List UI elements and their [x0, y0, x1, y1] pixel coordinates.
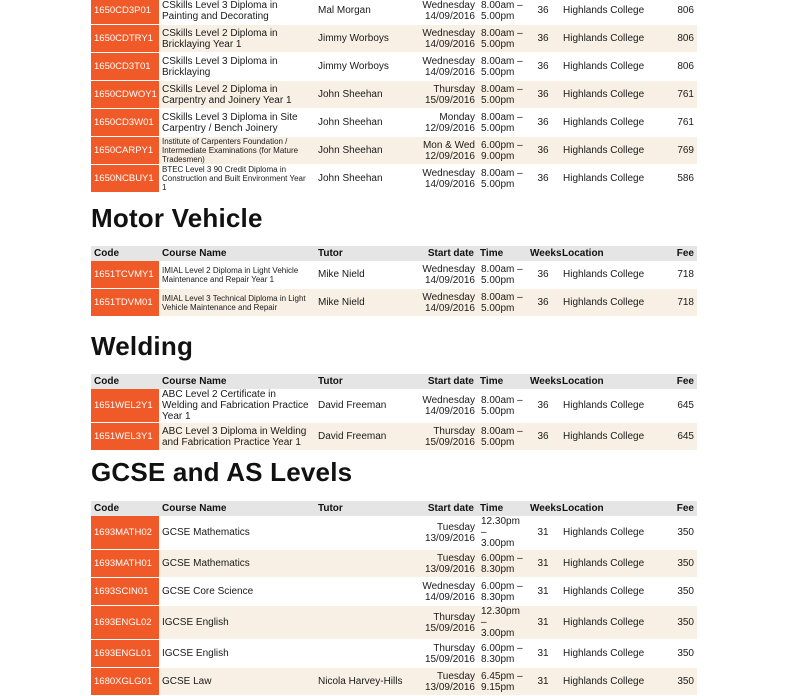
- time-start: 8.00am –: [481, 425, 523, 437]
- course-time: [477, 289, 527, 317]
- start-date: 15/09/2016: [424, 94, 475, 106]
- course-name: IMIAL Level 2 Diploma in Light Vehicle Maintenance and Repair Year 1: [159, 261, 315, 289]
- table-row: [91, 137, 697, 165]
- time-end: 5.00pm: [481, 10, 515, 22]
- course-weeks: 36: [527, 0, 559, 25]
- start-date: 14/09/2016: [424, 591, 475, 603]
- course-start-date: [419, 389, 477, 423]
- course-fee: 718: [661, 289, 697, 317]
- course-time: [477, 53, 527, 81]
- course-code: 1650CD3T01: [91, 53, 159, 81]
- course-location: Highlands College: [559, 578, 661, 606]
- table-row: [91, 0, 697, 25]
- course-tutor: [315, 516, 419, 550]
- course-time: [477, 165, 527, 193]
- start-date: 13/09/2016: [424, 563, 475, 575]
- header-weeks: Weeks: [527, 501, 559, 516]
- course-code: 1650CDTRY1: [91, 25, 159, 53]
- header-fee: Fee: [661, 246, 697, 261]
- time-start: 8.00am –: [481, 291, 523, 303]
- gcse-table-wrap: [91, 501, 697, 696]
- start-date: 14/09/2016: [424, 302, 475, 314]
- table-row: [91, 109, 697, 137]
- header-weeks: Weeks: [527, 246, 559, 261]
- course-start-date: [419, 668, 477, 696]
- course-start-date: [419, 423, 477, 451]
- header-fee: Fee: [661, 374, 697, 389]
- course-time: [477, 389, 527, 423]
- table-row: [91, 389, 697, 423]
- time-end: 8.30pm: [481, 563, 515, 575]
- course-fee: 350: [661, 668, 697, 696]
- header-course-name: Course Name: [159, 374, 315, 389]
- gcse-table: [91, 501, 697, 696]
- table-row: [91, 640, 697, 668]
- header-course-name: Course Name: [159, 501, 315, 516]
- course-start-date: [419, 516, 477, 550]
- course-tutor: David Freeman: [315, 389, 419, 423]
- course-weeks: 31: [527, 640, 559, 668]
- course-start-date: [419, 606, 477, 640]
- time-end: 5.00pm: [481, 178, 515, 190]
- course-tutor: [315, 606, 419, 640]
- course-weeks: 31: [527, 550, 559, 578]
- start-day: Wednesday: [422, 0, 475, 11]
- header-code: Code: [91, 374, 159, 389]
- section-title-motor-vehicle: Motor Vehicle: [91, 203, 263, 233]
- course-code: 1693ENGL02: [91, 606, 159, 640]
- header-course-name: Course Name: [159, 246, 315, 261]
- header-location: Location: [559, 246, 661, 261]
- table-header-row: [91, 501, 697, 516]
- table-row: [91, 606, 697, 640]
- course-location: Highlands College: [559, 81, 661, 109]
- course-tutor: Mike Nield: [315, 261, 419, 289]
- header-start-date: Start date: [419, 374, 477, 389]
- start-day: Wednesday: [422, 291, 475, 303]
- course-weeks: 36: [527, 137, 559, 165]
- time-start: 6.00pm –: [481, 642, 523, 654]
- course-fee: 806: [661, 53, 697, 81]
- start-day: Wednesday: [422, 263, 475, 275]
- course-name: GCSE Mathematics: [159, 550, 315, 578]
- course-location: Highlands College: [559, 109, 661, 137]
- time-start: 8.00am –: [481, 394, 523, 406]
- header-fee: Fee: [661, 501, 697, 516]
- time-start: 8.00am –: [481, 27, 523, 39]
- course-fee: 761: [661, 81, 697, 109]
- table-row: [91, 668, 697, 696]
- course-fee: 586: [661, 165, 697, 193]
- course-time: [477, 423, 527, 451]
- course-time: [477, 109, 527, 137]
- course-start-date: [419, 109, 477, 137]
- course-location: Highlands College: [559, 0, 661, 25]
- course-time: [477, 606, 527, 640]
- course-start-date: [419, 53, 477, 81]
- start-day: Wednesday: [422, 394, 475, 406]
- start-day: Wednesday: [422, 27, 475, 39]
- course-fee: 350: [661, 516, 697, 550]
- course-start-date: [419, 81, 477, 109]
- course-code: 1680XGLG01: [91, 668, 159, 696]
- start-day: Wednesday: [422, 580, 475, 592]
- table-row: [91, 53, 697, 81]
- time-start: 12.30pm –: [481, 516, 520, 538]
- course-start-date: [419, 261, 477, 289]
- welding-table: [91, 374, 697, 451]
- course-tutor: [315, 640, 419, 668]
- time-start: 6.00pm –: [481, 552, 523, 564]
- time-end: 5.00pm: [481, 436, 515, 448]
- time-end: 9.15pm: [481, 681, 515, 693]
- start-date: 13/09/2016: [424, 681, 475, 693]
- course-weeks: 36: [527, 289, 559, 317]
- header-time: Time: [477, 246, 527, 261]
- course-tutor: [315, 550, 419, 578]
- time-end: 5.00pm: [481, 66, 515, 78]
- course-weeks: 36: [527, 81, 559, 109]
- course-weeks: 31: [527, 606, 559, 640]
- course-weeks: 36: [527, 109, 559, 137]
- course-weeks: 36: [527, 25, 559, 53]
- table-header-row: [91, 374, 697, 389]
- course-time: [477, 578, 527, 606]
- course-fee: 806: [661, 25, 697, 53]
- header-time: Time: [477, 374, 527, 389]
- course-code: 1650CD3P01: [91, 0, 159, 25]
- course-start-date: [419, 578, 477, 606]
- course-name: IMIAL Level 3 Technical Diploma in Light Vehicle Maintenance and Repair: [159, 289, 315, 317]
- motor-vehicle-section: [91, 203, 697, 233]
- course-time: [477, 516, 527, 550]
- course-code: 1650CARPY1: [91, 137, 159, 165]
- course-code: 1693MATH01: [91, 550, 159, 578]
- header-weeks: Weeks: [527, 374, 559, 389]
- course-weeks: 36: [527, 423, 559, 451]
- course-code: 1651WEL2Y1: [91, 389, 159, 423]
- header-start-date: Start date: [419, 501, 477, 516]
- course-location: Highlands College: [559, 668, 661, 696]
- course-name: GCSE Core Science: [159, 578, 315, 606]
- start-day: Monday: [439, 111, 475, 123]
- course-name: GCSE Law: [159, 668, 315, 696]
- course-tutor: Jimmy Worboys: [315, 53, 419, 81]
- start-date: 15/09/2016: [424, 622, 475, 634]
- table-row: [91, 261, 697, 289]
- course-tutor: John Sheehan: [315, 109, 419, 137]
- time-start: 6.45pm –: [481, 670, 523, 682]
- course-time: [477, 81, 527, 109]
- time-start: 6.00pm –: [481, 580, 523, 592]
- start-date: 14/09/2016: [424, 178, 475, 190]
- construction-section: [91, 0, 697, 193]
- course-location: Highlands College: [559, 289, 661, 317]
- start-day: Thursday: [433, 642, 475, 654]
- course-tutor: Jimmy Worboys: [315, 25, 419, 53]
- start-date: 12/09/2016: [424, 122, 475, 134]
- course-fee: 718: [661, 261, 697, 289]
- course-time: [477, 550, 527, 578]
- course-location: Highlands College: [559, 550, 661, 578]
- course-location: Highlands College: [559, 25, 661, 53]
- course-location: Highlands College: [559, 606, 661, 640]
- course-name: CSkills Level 2 Diploma in Bricklaying Year 1: [159, 25, 315, 53]
- time-start: 8.00am –: [481, 263, 523, 275]
- header-code: Code: [91, 246, 159, 261]
- course-code: 1693ENGL01: [91, 640, 159, 668]
- course-start-date: [419, 550, 477, 578]
- course-time: [477, 668, 527, 696]
- course-code: 1693MATH02: [91, 516, 159, 550]
- welding-section: [91, 331, 697, 361]
- course-code: 1650NCBUY1: [91, 165, 159, 193]
- course-location: Highlands College: [559, 53, 661, 81]
- table-row: [91, 550, 697, 578]
- course-name: ABC Level 2 Certificate in Welding and Fabrication Practice Year 1: [159, 389, 315, 423]
- course-start-date: [419, 640, 477, 668]
- time-end: 3.00pm: [481, 538, 515, 549]
- welding-table-wrap: [91, 374, 697, 451]
- course-code: 1693SCIN01: [91, 578, 159, 606]
- course-code: 1651TCVMY1: [91, 261, 159, 289]
- course-start-date: [419, 289, 477, 317]
- time-end: 8.30pm: [481, 653, 515, 665]
- start-day: Thursday: [433, 611, 475, 623]
- course-location: Highlands College: [559, 516, 661, 550]
- course-name: CSkills Level 3 Diploma in Site Carpentry / Bench Joinery: [159, 109, 315, 137]
- course-name: IGCSE English: [159, 640, 315, 668]
- time-start: 8.00am –: [481, 55, 523, 67]
- course-name: GCSE Mathematics: [159, 516, 315, 550]
- course-time: [477, 640, 527, 668]
- time-start: 8.00am –: [481, 167, 523, 179]
- header-location: Location: [559, 374, 661, 389]
- time-end: 8.30pm: [481, 591, 515, 603]
- start-date: 14/09/2016: [424, 10, 475, 22]
- start-day: Thursday: [433, 83, 475, 95]
- course-location: Highlands College: [559, 640, 661, 668]
- start-date: 14/09/2016: [424, 274, 475, 286]
- start-day: Tuesday: [437, 552, 475, 564]
- time-end: 5.00pm: [481, 405, 515, 417]
- course-tutor: John Sheehan: [315, 137, 419, 165]
- course-start-date: [419, 137, 477, 165]
- course-time: [477, 25, 527, 53]
- course-tutor: Nicola Harvey-Hills: [315, 668, 419, 696]
- time-start: 8.00am –: [481, 0, 523, 11]
- header-time: Time: [477, 501, 527, 516]
- table-row: [91, 289, 697, 317]
- course-code: 1650CD3W01: [91, 109, 159, 137]
- time-end: 5.00pm: [481, 302, 515, 314]
- start-day: Wednesday: [422, 55, 475, 67]
- course-name: CSkills Level 3 Diploma in Bricklaying: [159, 53, 315, 81]
- course-name: IGCSE English: [159, 606, 315, 640]
- course-name: BTEC Level 3 90 Credit Diploma in Construction and Built Environment Year 1: [159, 165, 315, 193]
- course-fee: 769: [661, 137, 697, 165]
- course-location: Highlands College: [559, 423, 661, 451]
- course-fee: 350: [661, 578, 697, 606]
- construction-table: [91, 0, 697, 193]
- course-time: [477, 137, 527, 165]
- course-code: 1651TDVM01: [91, 289, 159, 317]
- course-name: Institute of Carpenters Foundation / Intermediate Examinations (for Mature Tradesmen): [159, 137, 315, 165]
- course-tutor: John Sheehan: [315, 81, 419, 109]
- time-start: 12.30pm –: [481, 606, 520, 628]
- time-end: 5.00pm: [481, 38, 515, 50]
- course-fee: 350: [661, 606, 697, 640]
- course-location: Highlands College: [559, 389, 661, 423]
- course-time: [477, 0, 527, 25]
- course-weeks: 36: [527, 165, 559, 193]
- course-tutor: John Sheehan: [315, 165, 419, 193]
- course-tutor: David Freeman: [315, 423, 419, 451]
- header-tutor: Tutor: [315, 501, 419, 516]
- time-end: 5.00pm: [481, 94, 515, 106]
- table-row: [91, 81, 697, 109]
- course-time: [477, 261, 527, 289]
- time-start: 6.00pm –: [481, 139, 523, 151]
- section-title-welding: Welding: [91, 331, 194, 361]
- start-day: Tuesday: [437, 521, 475, 533]
- course-code: 1651WEL3Y1: [91, 423, 159, 451]
- motor-vehicle-table-wrap: [91, 246, 697, 317]
- start-date: 14/09/2016: [424, 38, 475, 50]
- course-tutor: [315, 578, 419, 606]
- gcse-section: [91, 457, 697, 487]
- course-weeks: 36: [527, 389, 559, 423]
- table-row: [91, 25, 697, 53]
- course-fee: 350: [661, 640, 697, 668]
- table-row: [91, 423, 697, 451]
- time-end: 5.00pm: [481, 122, 515, 134]
- course-start-date: [419, 25, 477, 53]
- course-start-date: [419, 0, 477, 25]
- time-start: 8.00am –: [481, 83, 523, 95]
- course-tutor: Mal Morgan: [315, 0, 419, 25]
- course-location: Highlands College: [559, 165, 661, 193]
- course-name: CSkills Level 3 Diploma in Painting and Decorating: [159, 0, 315, 25]
- course-location: Highlands College: [559, 137, 661, 165]
- header-tutor: Tutor: [315, 374, 419, 389]
- table-row: [91, 516, 697, 550]
- time-end: 3.00pm: [481, 628, 515, 639]
- header-location: Location: [559, 501, 661, 516]
- course-name: CSkills Level 2 Diploma in Carpentry and Joinery Year 1: [159, 81, 315, 109]
- start-date: 13/09/2016: [424, 532, 475, 544]
- start-date: 14/09/2016: [424, 405, 475, 417]
- section-title-gcse: GCSE and AS Levels: [91, 457, 353, 487]
- start-date: 14/09/2016: [424, 66, 475, 78]
- course-fee: 645: [661, 423, 697, 451]
- start-day: Tuesday: [437, 670, 475, 682]
- course-start-date: [419, 165, 477, 193]
- start-date: 15/09/2016: [424, 653, 475, 665]
- course-weeks: 31: [527, 668, 559, 696]
- table-row: [91, 165, 697, 193]
- course-location: Highlands College: [559, 261, 661, 289]
- start-day: Thursday: [433, 425, 475, 437]
- course-tutor: Mike Nield: [315, 289, 419, 317]
- time-end: 5.00pm: [481, 274, 515, 286]
- time-end: 9.00pm: [481, 150, 515, 162]
- time-start: 8.00am –: [481, 111, 523, 123]
- motor-vehicle-table: [91, 246, 697, 317]
- course-weeks: 36: [527, 261, 559, 289]
- start-date: 15/09/2016: [424, 436, 475, 448]
- course-fee: 350: [661, 550, 697, 578]
- header-tutor: Tutor: [315, 246, 419, 261]
- start-date: 12/09/2016: [424, 150, 475, 162]
- header-start-date: Start date: [419, 246, 477, 261]
- start-day: Wednesday: [422, 167, 475, 179]
- start-day: Mon & Wed: [422, 139, 475, 151]
- course-weeks: 31: [527, 578, 559, 606]
- header-code: Code: [91, 501, 159, 516]
- course-code: 1650CDWOY1: [91, 81, 159, 109]
- course-weeks: 36: [527, 53, 559, 81]
- course-weeks: 31: [527, 516, 559, 550]
- course-name: ABC Level 3 Diploma in Welding and Fabrication Practice Year 1: [159, 423, 315, 451]
- course-fee: 761: [661, 109, 697, 137]
- table-row: [91, 578, 697, 606]
- course-fee: 806: [661, 0, 697, 25]
- course-fee: 645: [661, 389, 697, 423]
- table-header-row: [91, 246, 697, 261]
